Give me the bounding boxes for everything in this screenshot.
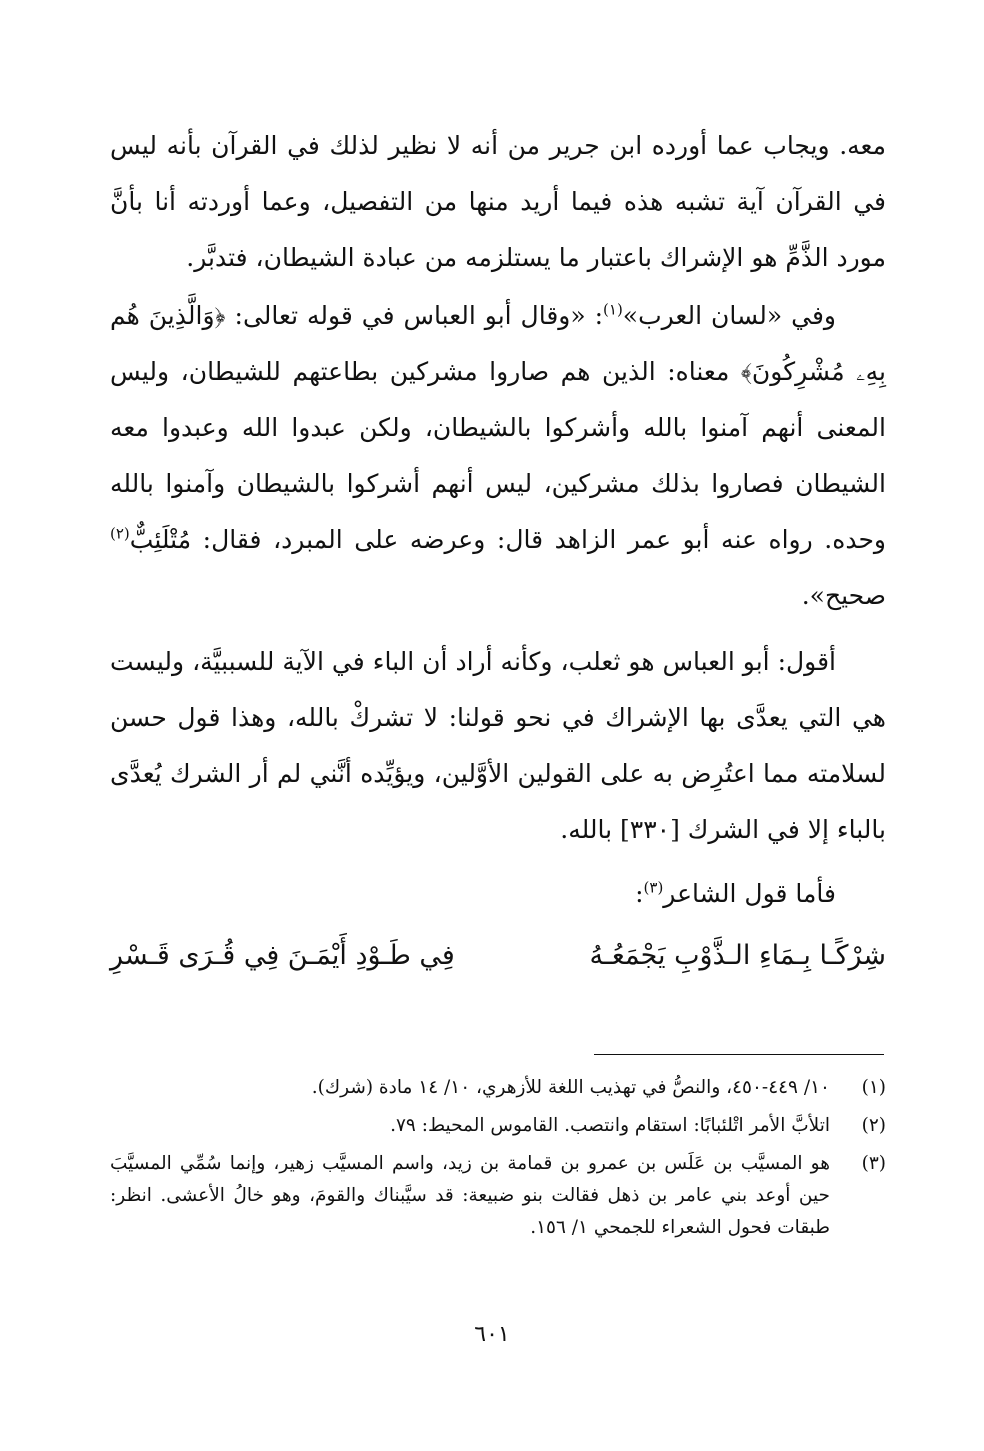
footnote-number: (٣) (861, 1153, 886, 1174)
footnote-ref-3[interactable]: (٣) (643, 878, 664, 897)
paragraph-1 (110, 118, 886, 286)
footnote-2 (110, 1110, 886, 1142)
verse-hemistich-1: شِرْكًـا بِـمَاءِ الـذَّوْبِ يَجْمَعُـهُ (589, 940, 886, 971)
footnote-ref-1[interactable]: (١) (603, 300, 623, 319)
footnotes (110, 1072, 886, 1250)
paragraph-2 (110, 288, 886, 624)
paragraph-2-lead: وفي «لسان العرب» (622, 301, 836, 330)
page-number: ٦٠١ (474, 1322, 510, 1347)
footnote-text: ١٠/ ٤٤٩-٤٥٠، والنصُّ في تهذيب اللغة للأزهري، ١٠/ ١٤ مادة (شرك). (311, 1077, 830, 1098)
poetry-verse (110, 928, 886, 988)
footnote-text: هو المسيَّب بن عَلَس بن عمرو بن قمامة بن زيد، واسم المسيَّب زهير، وإنما سُمِّي المسيَّبَ حين أوعد بني عامر بن ذهل فقالت بنو ضبيعة: قد سيَّبناك والقومَ، وهو خالُ الأعشى. انظر: طبقات فحول الشعراء للجمحي ١/ ١٥٦. (110, 1153, 830, 1238)
footnote-ref-2[interactable]: (٢) (110, 524, 130, 543)
footnote-1 (110, 1072, 886, 1104)
verse-intro (110, 866, 886, 922)
paragraph-2-body: : «وقال أبو العباس في قوله تعالى: ﴿وَالَّذِينَ هُم بِهِۦ مُشْرِكُونَ﴾ معناه: الذين هم صاروا مشركين بطاعتهم للشيطان، وليس المعنى أنهم آمنوا بالله وأشركوا بالشيطان، ولكن عبدوا الله وعبدوا معه الشيطان فصاروا بذلك مشركين، ليس أنهم أشركوا بالشيطان وآمنوا بالله وحده. رواه عنه أبو عمر الزاهد قال: وعرضه على المبرد، فقال: مُتْلَئِبٌّ (110, 301, 886, 554)
footnote-separator (594, 1054, 884, 1055)
footnote-number: (١) (861, 1077, 886, 1098)
verse-intro-colon: : (635, 879, 644, 908)
paragraph-1-text: معه. ويجاب عما أورده ابن جرير من أنه لا نظير لذلك في القرآن بأنه ليس في القرآن آية تشبه هذه فيما أريد منها من التفصيل، وعما أوردته أنا بأنَّ مورد الذَّمِّ هو الإشراك باعتبار ما يستلزمه من عبادة الشيطان، فتدبَّر. (110, 131, 886, 272)
footnote-text: اتلأبَّ الأمر اتْلئبابًا: استقام وانتصب. القاموس المحيط: ٧٩. (390, 1115, 830, 1136)
paragraph-3 (110, 634, 886, 858)
verse-intro-text: فأما قول الشاعر (663, 879, 836, 908)
footnote-3 (110, 1148, 886, 1244)
verse-hemistich-2: فِي طَـوْدِ أَيْمَـنَ فِي قُـرَى قَـسْرِ (110, 940, 455, 971)
paragraph-2-tail: صحيح». (801, 581, 886, 610)
paragraph-3-text: أقول: أبو العباس هو ثعلب، وكأنه أراد أن الباء في الآية للسببيَّة، وليست هي التي يعدَّى بها الإشراك في نحو قولنا: لا تشركْ بالله، وهذا قول حسن لسلامته مما اعتُرِض به على القولين الأوَّلين، ويؤيِّده أنَّني لم أر الشرك يُعدَّى بالباء إلا في الشرك [٣٣٠] بالله. (110, 647, 886, 844)
footnote-number: (٢) (861, 1115, 886, 1136)
paragraph-2-text (110, 288, 886, 624)
